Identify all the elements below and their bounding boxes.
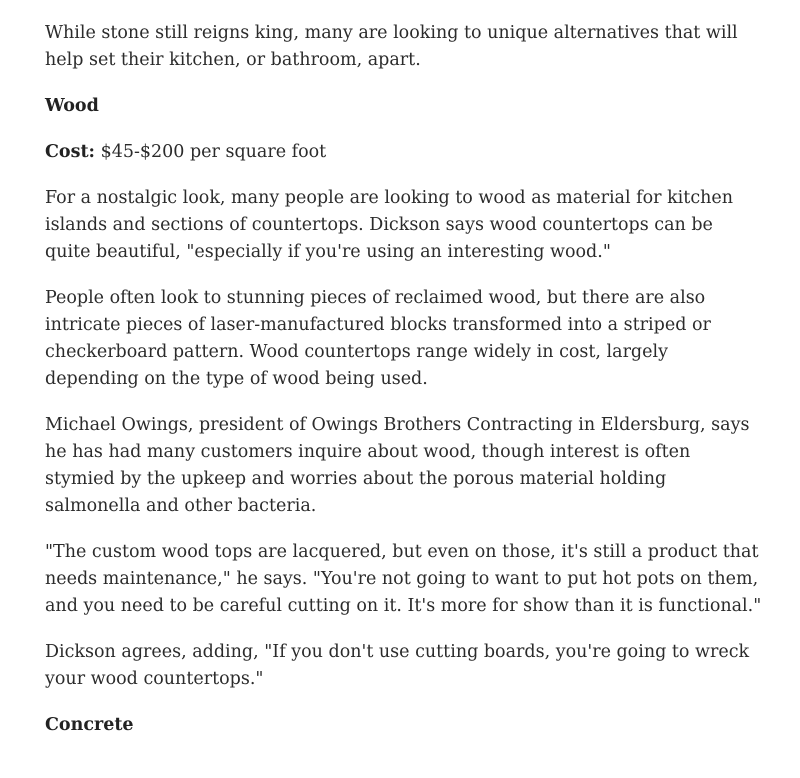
section-heading-concrete: Concrete [45, 715, 134, 735]
paragraph: Dickson agrees, adding, "If you don't use cutting boards, you're going to wreck your wood countertops." [45, 642, 750, 689]
intro-paragraph: While stone still reigns king, many are looking to unique alternatives that will help set their kitchen, or bathroom, apart. [45, 23, 738, 70]
cost-value: $45-$200 per square foot [95, 142, 327, 162]
paragraph: People often look to stunning pieces of reclaimed wood, but there are also intricate pieces of laser-manufactured blocks transformed into a striped or checkerboard pattern. Wood countertops range widely in cost, largely depending on the type of wood being used. [45, 288, 711, 389]
section-heading-wood: Wood [45, 96, 99, 116]
cost-label: Cost: [45, 142, 95, 162]
paragraph: Michael Owings, president of Owings Brothers Contracting in Eldersburg, says he has had many customers inquire about wood, though interest is often stymied by the upkeep and worries about the porous material holding salmonella and other bacteria. [45, 415, 750, 516]
paragraph: "The custom wood tops are lacquered, but even on those, it's still a product that needs maintenance," he says. "You're not going to want to put hot pots on them, and you need to be careful cutting on it. It's more for show than it is functional." [45, 542, 762, 616]
cost-line [45, 139, 762, 166]
paragraph: For a nostalgic look, many people are looking to wood as material for kitchen islands and sections of countertops. Dickson says wood countertops can be quite beautiful, "especially if you're using an interesting wood." [45, 188, 734, 262]
